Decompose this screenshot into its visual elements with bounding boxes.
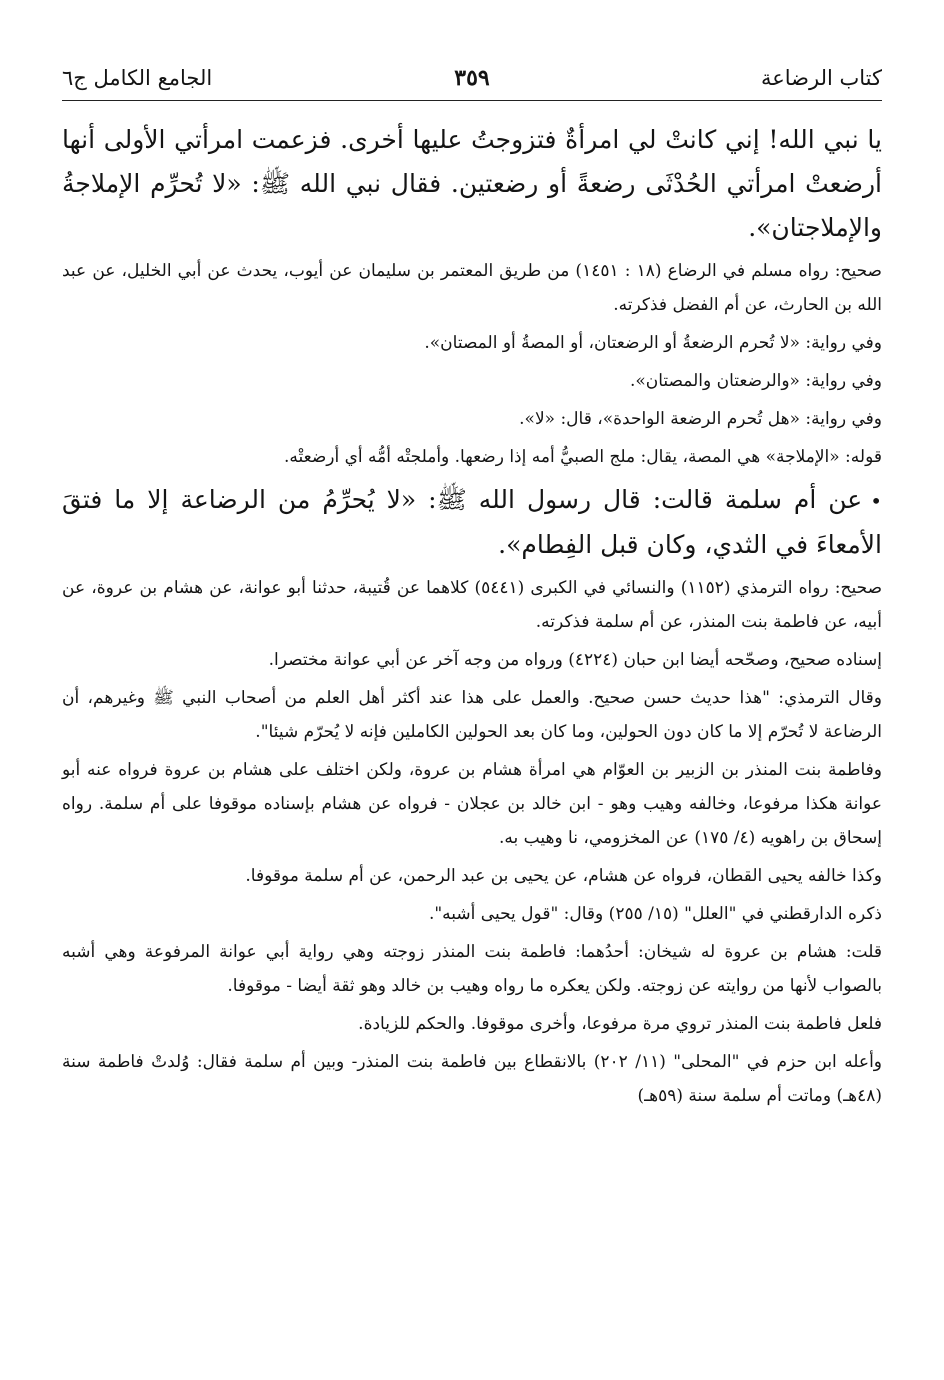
commentary-paragraph: وكذا خالفه يحيى القطان، فرواه عن هشام، عن يحيى بن عبد الرحمن، عن أم سلمة موقوفا. <box>245 866 882 886</box>
page-number: ٣٥٩ <box>454 65 490 91</box>
book-title: الجامع الكامل ج٦ <box>62 66 213 90</box>
riwaya-paragraph: وفي رواية: «لا تُحرم الرضعةُ أو الرضعتان، أو المصةُ أو المصتان». <box>424 333 882 353</box>
page-body <box>62 118 882 1117</box>
commentary-paragraph: وأعله ابن حزم في "المحلى" (١١/ ٢٠٢) بالانقطاع بين فاطمة بنت المنذر- وبين أم سلمة فقال: وُلدتْ فاطمة سنة (٤٨هـ) وماتت أم سلمة سنة (٥٩هـ) <box>62 1052 883 1106</box>
bullet-marker: • <box>870 489 882 513</box>
riwaya-paragraph: وفي رواية: «والرضعتان والمصتان». <box>629 371 882 391</box>
commentary-paragraph: وقال الترمذي: "هذا حديث حسن صحيح. والعمل على هذا عند أكثر أهل العلم من أصحاب النبي ﷺ وغيرهم، أن الرضاعة لا تُحرّم إلا ما كان دون الحولين، وما كان بعد الحولين الكاملين فإنه لا يُحرّم شيئا". <box>62 688 882 742</box>
commentary-paragraph: فلعل فاطمة بنت المنذر تروي مرة مرفوعا، وأخرى موقوفا. والحكم للزيادة. <box>358 1014 882 1034</box>
riwaya-paragraph: وفي رواية: «هل تُحرم الرضعة الواحدة»، قال: «لا». <box>519 409 882 429</box>
hadith-text: يا نبي الله! إني كانتْ لي امرأةٌ فتزوجتُ عليها أخرى. فزعمت امرأتي الأولى أنها أرضعتْ امرأتي الحُدْثَى رضعةً أو رضعتين. فقال نبي الله ﷺ: «لا تُحرِّم الإملاجةُ والإملاجتان». <box>62 125 882 242</box>
chapter-title: كتاب الرضاعة <box>760 66 882 90</box>
commentary-paragraph: إسناده صحيح، وصحّحه أيضا ابن حبان (٤٢٢٤) ورواه من وجه آخر عن أبي عوانة مختصرا. <box>268 650 882 670</box>
book-page <box>62 0 882 1380</box>
takhrij-paragraph: صحيح: رواه مسلم في الرضاع (١٨ : ١٤٥١) من طريق المعتمر بن سليمان عن أيوب، يحدث عن أبي الخليل، عن عبد الله بن الحارث، عن أم الفضل فذكرته. <box>62 261 882 315</box>
commentary-paragraph: وفاطمة بنت المنذر بن الزبير بن العوّام هي امرأة هشام بن عروة، ولكن اختلف على هشام بن عروة فرواه عنه أبو عوانة هكذا مرفوعا، وخالفه وهيب وهو - ابن خالد بن عجلان - فرواه عن هشام بإسناده موقوفا على أم سلمة. رواه إسحاق بن راهويه (٤/ ١٧٥) عن المخزومي، نا وهيب به. <box>62 760 882 848</box>
commentary-paragraph: ذكره الدارقطني في "العلل" (١٥/ ٢٥٥) وقال: "قول يحيى أشبه". <box>428 904 882 924</box>
explanation-paragraph: قوله: «الإملاجة» هي المصة، يقال: ملج الصبيُّ أمه إذا رضعها. وأملجتْه أمُّه أي أرضعتْه. <box>283 447 882 467</box>
takhrij-paragraph: صحيح: رواه الترمذي (١١٥٢) والنسائي في الكبرى (٥٤٤١) كلاهما عن قُتيبة، حدثنا أبو عوانة، عن هشام بن عروة، عن أبيه، عن فاطمة بنت المنذر، عن أم سلمة فذكرته. <box>62 578 883 632</box>
running-header <box>62 60 882 96</box>
hadith-entry <box>62 478 882 567</box>
hadith-text: عن أم سلمة قالت: قال رسول الله ﷺ: «لا يُحرِّمُ من الرضاعة إلا ما فتقَ الأمعاءَ في الثدي، وكان قبل الفِطام». <box>62 485 882 559</box>
commentary-paragraph: قلت: هشام بن عروة له شيخان: أحدُهما: فاطمة بنت المنذر زوجته وهي رواية أبي عوانة المرفوعة وهي أشبه بالصواب لأنها من روايته عن زوجته. ولكن يعكره ما رواه وهيب بن خالد وهو ثقة أيضا - موقوفا. <box>62 942 882 996</box>
header-rule <box>62 100 882 101</box>
